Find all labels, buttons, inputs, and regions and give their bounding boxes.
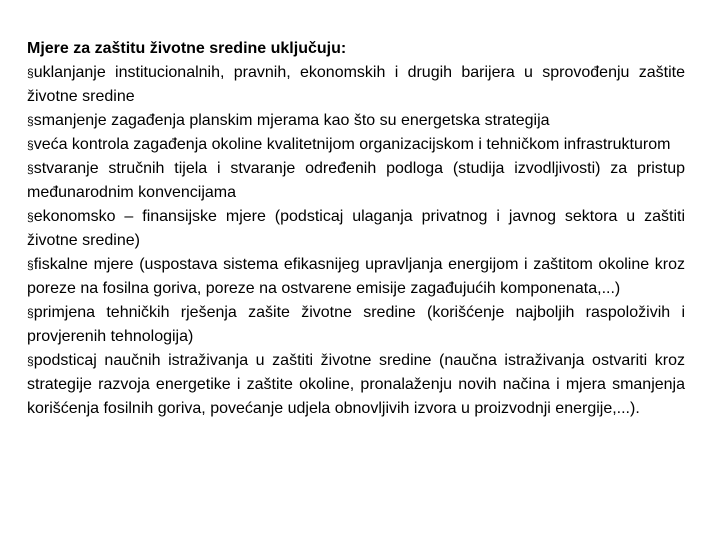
bullet-item [27,301,685,349]
bullet-text: veća kontrola zagađenja okoline kvalitetnijom organizacijskom i tehničkom infrastrukturom [33,136,671,153]
bullet-item [27,349,685,421]
bullet-text: ekonomsko – finansijske mjere (podsticaj ulaganja privatnog i javnog sektora u zaštiti životne sredine) [27,208,685,249]
slide-title: Mjere za zaštitu životne sredine uključuju: [27,40,347,57]
bullet-text: smanjenje zagađenja planskim mjerama kao što su energetska strategija [33,112,550,129]
bullet-item [27,157,685,205]
bullet-item [27,205,685,253]
bullet-marker: § [27,210,34,224]
bullet-text: fiskalne mjere (uspostava sistema efikasnijeg upravljanja energijom i zaštitom okoline kroz poreze na fosilna goriva, poreze na ostvarene emisije zagađujućih komponenata,...) [27,256,685,297]
bullet-marker: § [27,66,34,80]
bullet-item [27,133,685,157]
bullet-text: stvaranje stručnih tijela i stvaranje određenih podloga (studija izvodljivosti) za pristup međunarodnim konvencijama [27,160,685,201]
bullet-text: uklanjanje institucionalnih, pravnih, ekonomskih i drugih barijera u sprovođenju zaštite životne sredine [27,64,685,105]
slide-content [27,37,685,421]
bullet-text: primjena tehničkih rješenja zašite životne sredine (korišćenje najboljih raspoloživih i provjerenih tehnologija) [27,304,685,345]
bullet-marker: § [27,354,34,368]
bullet-marker: § [27,162,34,176]
bullet-item [27,109,685,133]
bullet-marker: § [27,138,34,152]
bullet-marker: § [27,114,34,128]
bullet-marker: § [27,258,34,272]
bullet-item [27,61,685,109]
bullet-marker: § [27,306,34,320]
bullet-item [27,253,685,301]
bullet-list [27,61,685,421]
bullet-text: podsticaj naučnih istraživanja u zaštiti životne sredine (naučna istraživanja ostvariti kroz strategije razvoja energetike i zaštite okoline, pronalaženju novih načina i mjera smanjenja korišćenja fosilnih goriva, povećanje udjela obnovljivih izvora u proizvodnji energije,...). [27,352,685,417]
